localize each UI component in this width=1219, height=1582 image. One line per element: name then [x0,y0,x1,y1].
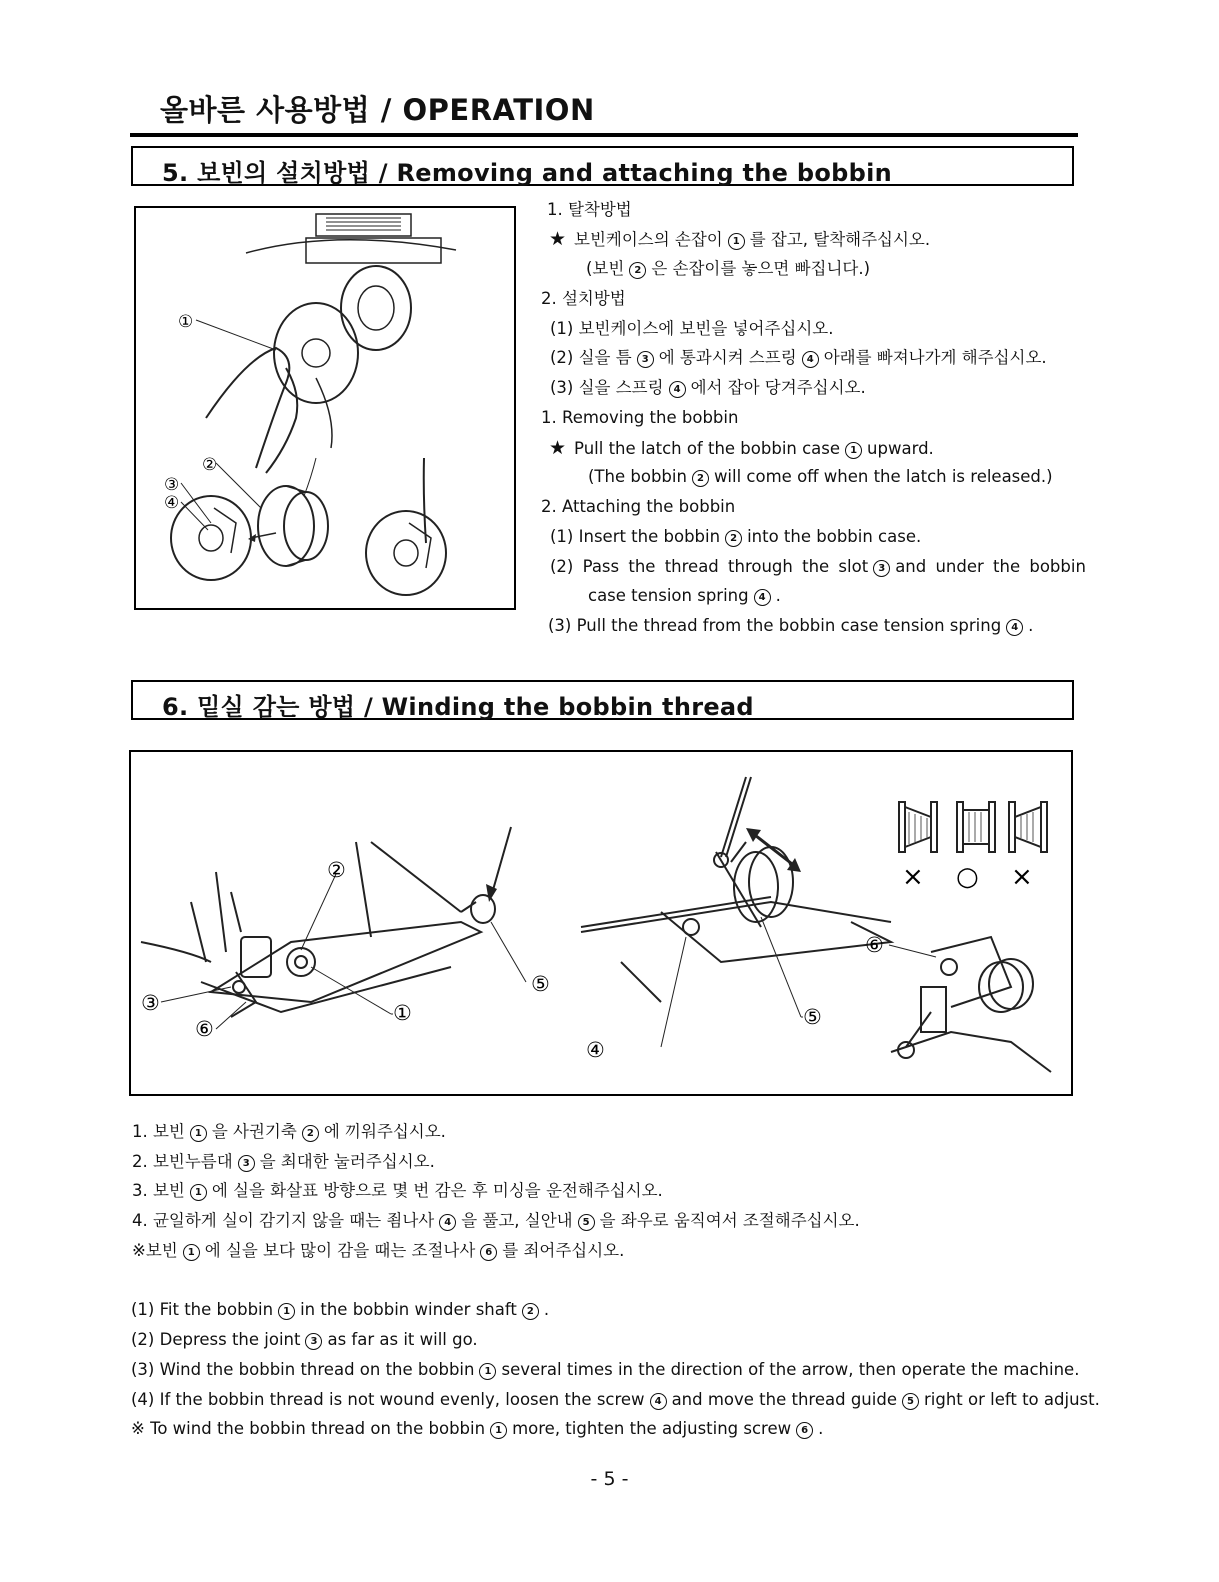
fig5-label-3: ③ [164,475,180,495]
fig6-label-5a: ⑤ [531,972,550,996]
s5-en-heading-1: 1. Removing the bobbin [541,408,739,427]
s5-ko-step-1-note: (보빈 2 은 손잡이를 놓으면 빠집니다.) [586,259,871,278]
s5-en-heading-2: 2. Attaching the bobbin [541,497,736,516]
page-title: 올바른 사용방법 / OPERATION [160,93,595,127]
s6-ko-line-3: 3. 보빈 1 에 실을 화살표 방향으로 몇 번 감은 후 미싱을 운전해주십시오. [132,1181,663,1200]
s5-en-step-1: ★ Pull the latch of the bobbin case 1 upward. [549,437,934,459]
page-number: - 5 - [590,1468,629,1490]
s6-ko-line-5: ※보빈 1 에 실을 보다 많이 감을 때는 조절나사 6 를 죄어주십시오. [132,1241,625,1260]
s6-ko-line-1: 1. 보빈 1 을 사권기축 2 에 끼워주십시오. [132,1122,446,1141]
s5-ko-step-1: ★ 보빈케이스의 손잡이 1 를 잡고, 탈착해주십시오. [549,228,931,250]
s5-ko-heading-2: 2. 설치방법 [541,289,626,308]
star-icon: ★ [549,437,567,459]
fig6-label-4: ④ [586,1038,605,1062]
fig6-label-5b: ⑤ [803,1005,822,1029]
fig6-label-6a: ⑥ [195,1017,214,1041]
s6-ko-line-2: 2. 보빈누름대 3 을 최대한 눌러주십시오. [132,1152,435,1171]
fig5-label-4: ④ [164,493,180,513]
bobbin-case-illustration [136,208,514,608]
mark-x-left: × [902,862,924,892]
fig6-label-6b: ⑥ [865,933,884,957]
s5-ko-heading-1: 1. 탈착방법 [547,200,632,219]
star-icon: ★ [549,228,567,250]
section6-heading: 6. 밑실 감는 방법 / Winding the bobbin thread [162,693,754,721]
section5-heading: 5. 보빈의 설치방법 / Removing and attaching the bobbin [162,159,892,187]
section6-heading-box [131,680,1074,720]
mark-o: ○ [956,862,979,892]
s6-en-line-1: (1) Fit the bobbin 1 in the bobbin winder shaft 2 . [131,1300,550,1319]
s5-en-step-1-note: (The bobbin 2 will come off when the latch is released.) [588,467,1053,486]
s5-en-item-3: (3) Pull the thread from the bobbin case tension spring 4 . [548,616,1034,635]
fig5-label-2: ② [202,455,218,475]
s5-ko-item-3: (3) 실을 스프링 4 에서 잡아 당겨주십시오. [550,378,866,397]
fig5-label-1: ① [178,312,194,332]
fig6-label-2: ② [327,858,346,882]
s5-ko-item-2: (2) 실을 틈 3 에 통과시켜 스프링 4 아래를 빠져나가게 해주십시오. [550,348,1047,367]
s6-en-line-4: (4) If the bobbin thread is not wound evenly, loosen the screw 4 and move the thread guide 5 right or left to adjust. [131,1390,1100,1409]
s5-ko-item-1: (1) 보빈케이스에 보빈을 넣어주십시오. [550,319,834,338]
section5-heading-box [131,146,1074,186]
mark-x-right: × [1011,862,1033,892]
s6-en-line-5: ※ To wind the bobbin thread on the bobbin 1 more, tighten the adjusting screw 6 . [131,1419,824,1438]
s5-en-item-2: (2) Pass the thread through the slot 3 and under the bobbin [550,557,1086,576]
bobbin-winder-illustration [131,752,1071,1094]
title-rule [130,133,1078,137]
s5-en-item-1: (1) Insert the bobbin 2 into the bobbin case. [550,527,922,546]
s6-ko-line-4: 4. 균일하게 실이 감기지 않을 때는 죔나사 4 을 풀고, 실안내 5 을 좌우로 움직여서 조절해주십시오. [132,1211,860,1230]
s6-en-line-2: (2) Depress the joint 3 as far as it will go. [131,1330,478,1349]
s5-en-item-2-cont: case tension spring 4 . [588,586,781,605]
fig6-label-1: ① [393,1001,412,1025]
s6-en-line-3: (3) Wind the bobbin thread on the bobbin 1 several times in the direction of the arrow, then operate the machine. [131,1360,1080,1379]
fig6-label-3: ③ [141,991,160,1015]
bobbin-winder-figure [129,750,1073,1096]
bobbin-case-figure [134,206,516,610]
